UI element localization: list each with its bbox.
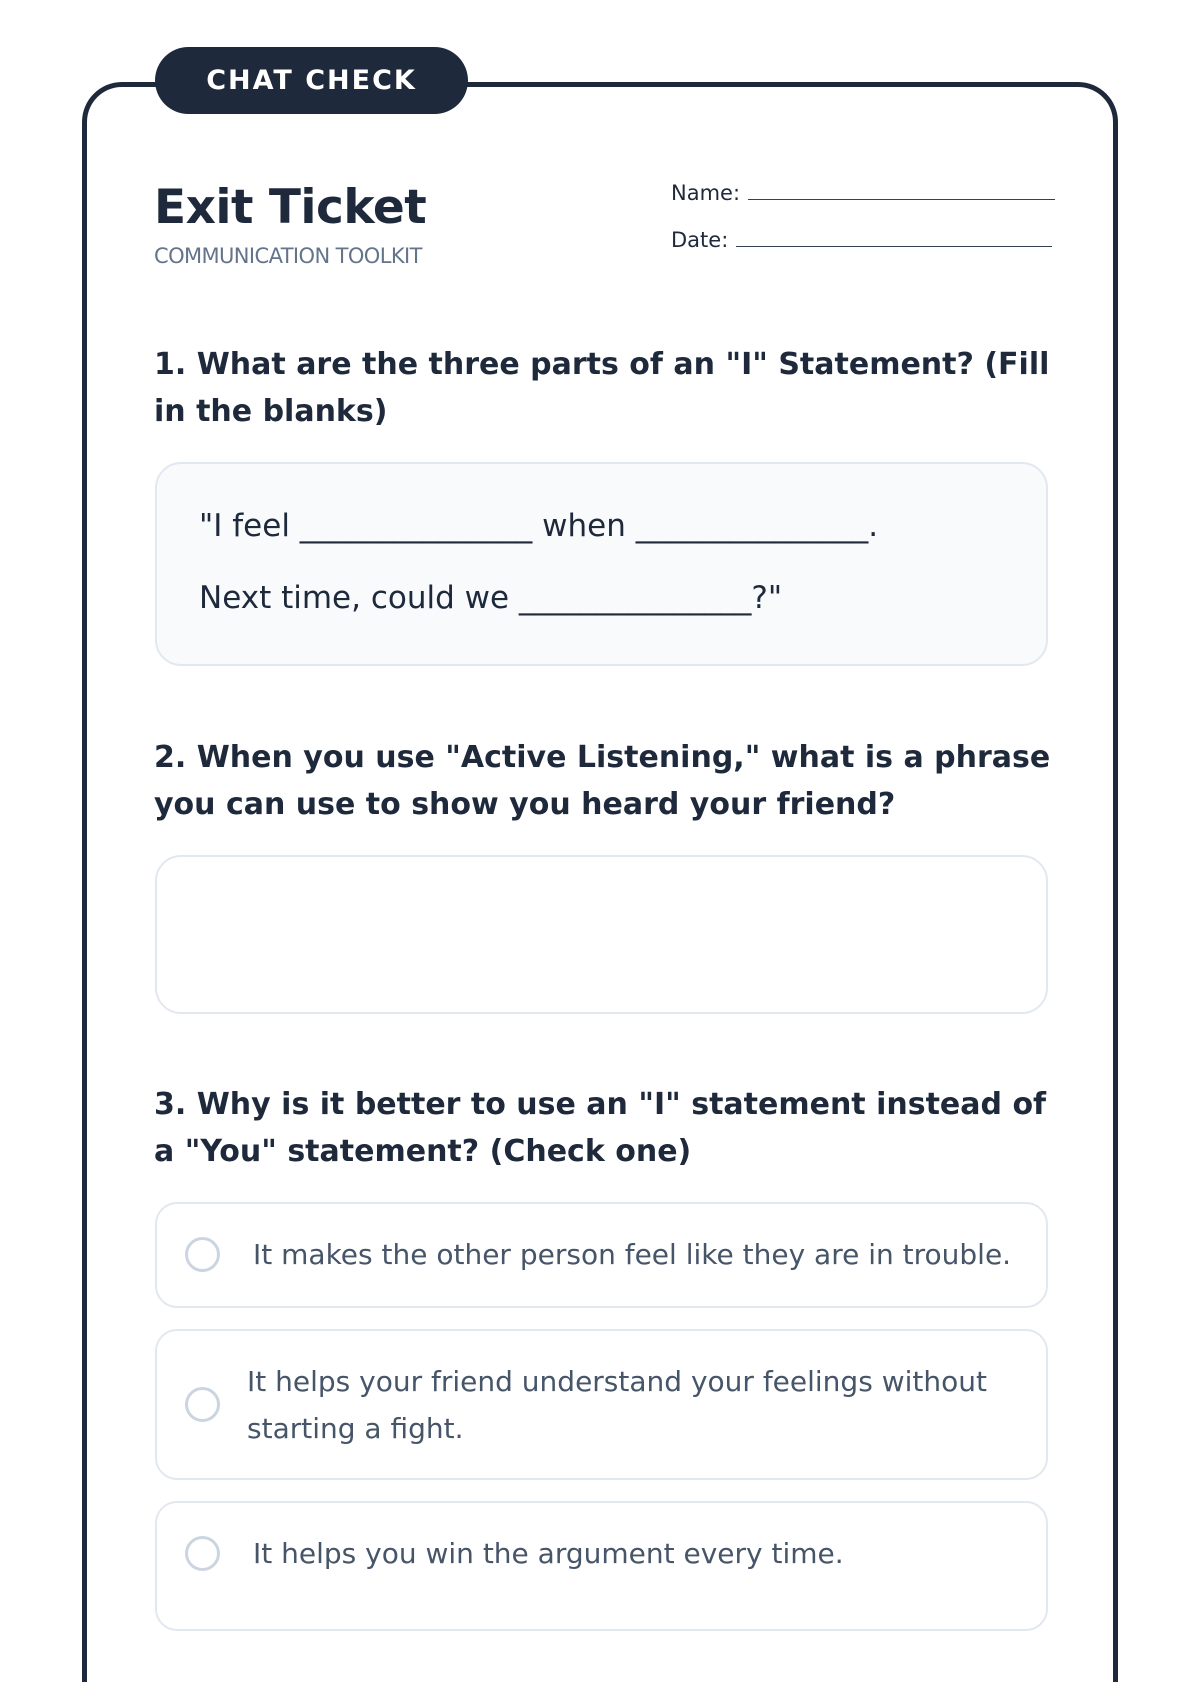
answer-box[interactable] [155,855,1048,1014]
name-line[interactable] [748,198,1055,200]
chat-check-badge [155,47,468,114]
option-3-label: It helps you win the argument every time. [253,1537,844,1570]
fill-line-1[interactable]: "I feel _______________ when _______________. [199,508,879,544]
fill-line-2[interactable]: Next time, could we _______________?" [199,580,783,616]
date-label: Date: [671,228,729,252]
name-field[interactable] [671,181,1055,205]
question-2: 2. When you use "Active Listening," what is a phrase you can use to show you heard your friend? [154,740,1051,822]
i-statement-box [155,462,1048,666]
date-line[interactable] [736,245,1052,247]
option-2[interactable] [155,1329,1048,1480]
option-3[interactable] [155,1501,1048,1631]
badge-label: CHAT CHECK [206,65,417,96]
radio-option-1[interactable] [185,1237,220,1272]
radio-option-2[interactable] [185,1387,220,1422]
page-subtitle: COMMUNICATION TOOLKIT [154,244,422,268]
date-field[interactable] [671,228,1052,252]
name-label: Name: [671,181,741,205]
question-3: 3. Why is it better to use an "I" statement instead of a "You" statement? (Check one) [154,1087,1047,1169]
page-title: Exit Ticket [154,180,427,235]
question-1: 1. What are the three parts of an "I" Statement? (Fill in the blanks) [154,347,1050,429]
option-1[interactable] [155,1202,1048,1308]
option-2-label: It helps your friend understand your feelings without starting a fight. [247,1365,987,1445]
option-1-label: It makes the other person feel like they are in trouble. [253,1238,1012,1271]
radio-option-3[interactable] [185,1536,220,1571]
